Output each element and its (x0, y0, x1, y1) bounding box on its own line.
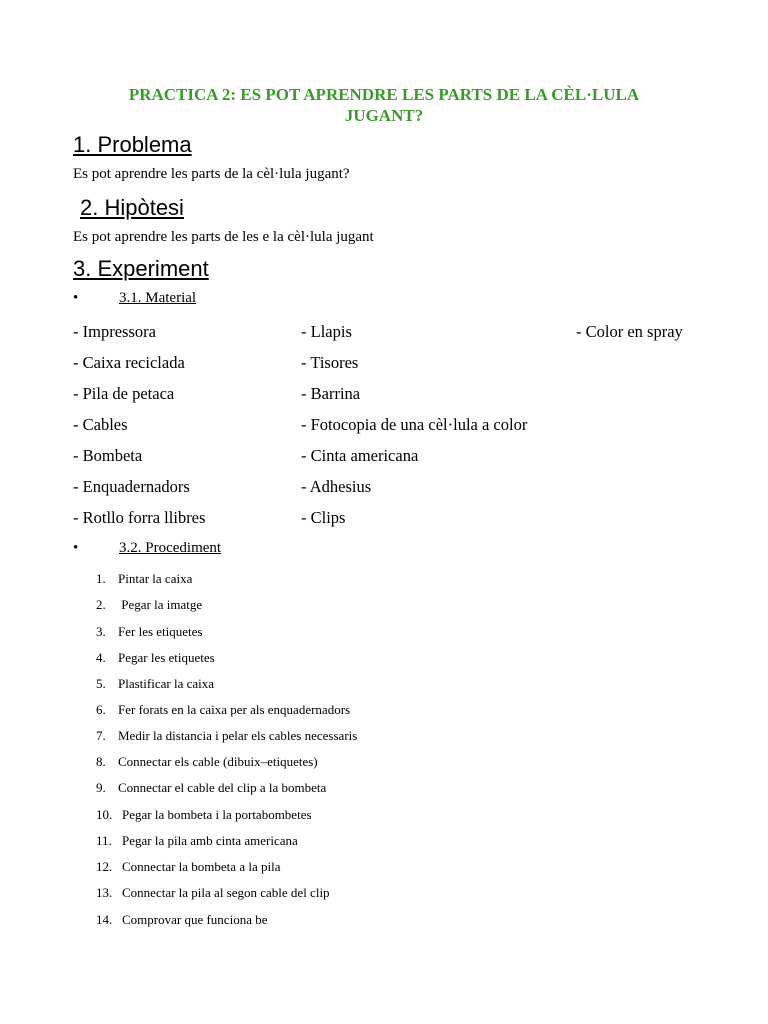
procedure-step: 2. Pegar la imatge (96, 597, 203, 612)
material-item: - Cinta americana (301, 446, 419, 465)
material-item: - Adhesius (301, 477, 372, 496)
material-item: - Caixa reciclada (73, 353, 185, 372)
heading-problema: 1. Problema (73, 132, 192, 157)
procedure-step: 8. Connectar els cable (dibuix–etiquetes) (96, 754, 318, 769)
procedure-step: 14. Comprovar que funciona be (96, 912, 268, 927)
procedure-step: 10. Pegar la bombeta i la portabombetes (96, 807, 312, 822)
material-item: - Rotllo forra llibres (73, 508, 206, 527)
heading-hipotesi: 2. Hipòtesi (80, 195, 184, 220)
procedure-step: 9. Connectar el cable del clip a la bombeta (96, 780, 327, 795)
document-title (60, 84, 708, 126)
material-item: - Bombeta (73, 446, 143, 465)
procedure-step: 11. Pegar la pila amb cinta americana (96, 833, 298, 848)
procedure-step: 13. Connectar la pila al segon cable del clip (96, 885, 330, 900)
bullet-procediment: • (73, 540, 79, 556)
title-line-2: JUGANT? (344, 106, 424, 125)
procedure-step: 5. Plastificar la caixa (96, 676, 215, 691)
procedure-step: 1. Pintar la caixa (96, 571, 193, 586)
material-item: - Tisores (301, 353, 359, 372)
procedure-step: 7. Medir la distancia i pelar els cables necessaris (96, 728, 358, 743)
procedure-step: 4. Pegar les etiquetes (96, 650, 215, 665)
bullet-material: • (73, 290, 79, 306)
material-item: - Barrina (301, 384, 361, 403)
title-line-1: PRACTICA 2: ES POT APRENDRE LES PARTS DE LA CÈL·LULA (128, 85, 640, 104)
procedure-step: 12. Connectar la bombeta a la pila (96, 859, 281, 874)
subheading-procediment: 3.2. Procediment (119, 540, 222, 556)
material-item: - Fotocopia de una cèl·lula a color (301, 415, 528, 434)
subheading-material: 3.1. Material (119, 290, 197, 306)
procedure-step: 6. Fer forats en la caixa per als enquadernadors (96, 702, 351, 717)
material-item: - Pila de petaca (73, 384, 175, 403)
material-item: - Color en spray (576, 322, 683, 341)
heading-experiment: 3. Experiment (73, 256, 209, 281)
problema-text: Es pot aprendre les parts de la cèl·lula jugant? (73, 166, 350, 182)
material-item: - Enquadernadors (73, 477, 190, 496)
hipotesi-text: Es pot aprendre les parts de les e la cèl·lula jugant (73, 229, 374, 245)
material-item: - Cables (73, 415, 128, 434)
material-item: - Impressora (73, 322, 156, 341)
material-item: - Llapis (301, 322, 352, 341)
material-item: - Clips (301, 508, 346, 527)
procedure-step: 3. Fer les etiquetes (96, 624, 203, 639)
